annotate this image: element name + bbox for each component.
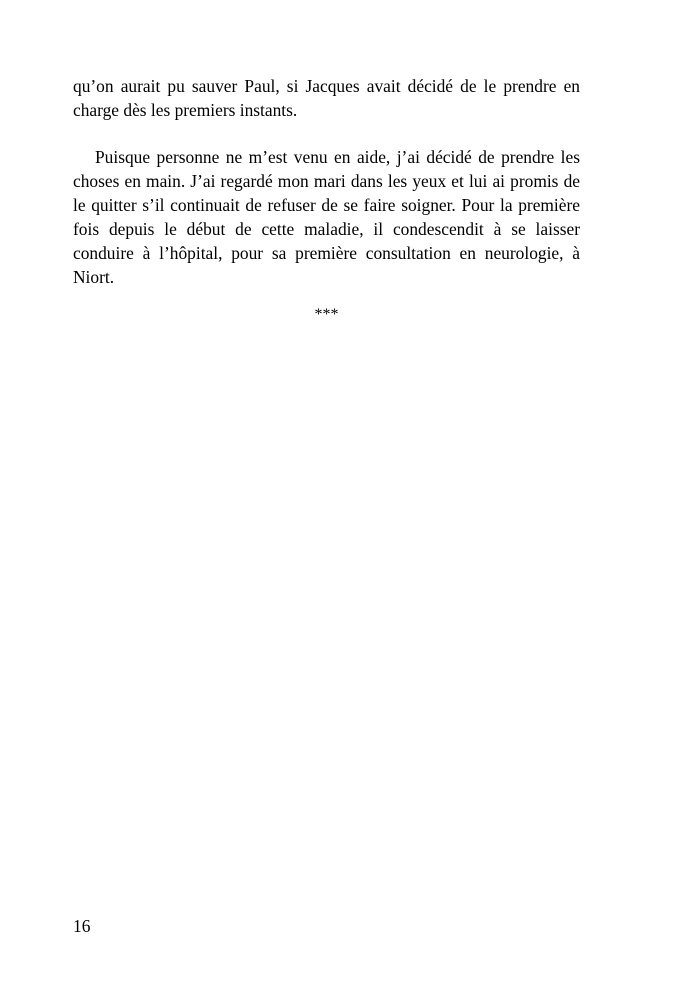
paragraph-continued: qu’on aurait pu sauver Paul, si Jacques avait décidé de le prendre en charge dès les premiers instants. bbox=[73, 76, 580, 120]
paragraph: Puisque personne ne m’est venu en aide, j’ai décidé de prendre les choses en main. J’ai regardé mon mari dans les yeux et lui ai promis de le quitter s’il continuait de refuser de se faire soigner. Pour la première fois depuis le début de cette maladie, il condescendit à se laisser conduire à l’hôpital, pour sa première consultation en neurologie, à Niort. bbox=[73, 147, 580, 287]
body-text bbox=[73, 74, 580, 327]
page-number: 16 bbox=[73, 916, 91, 936]
section-separator: *** bbox=[314, 306, 339, 323]
